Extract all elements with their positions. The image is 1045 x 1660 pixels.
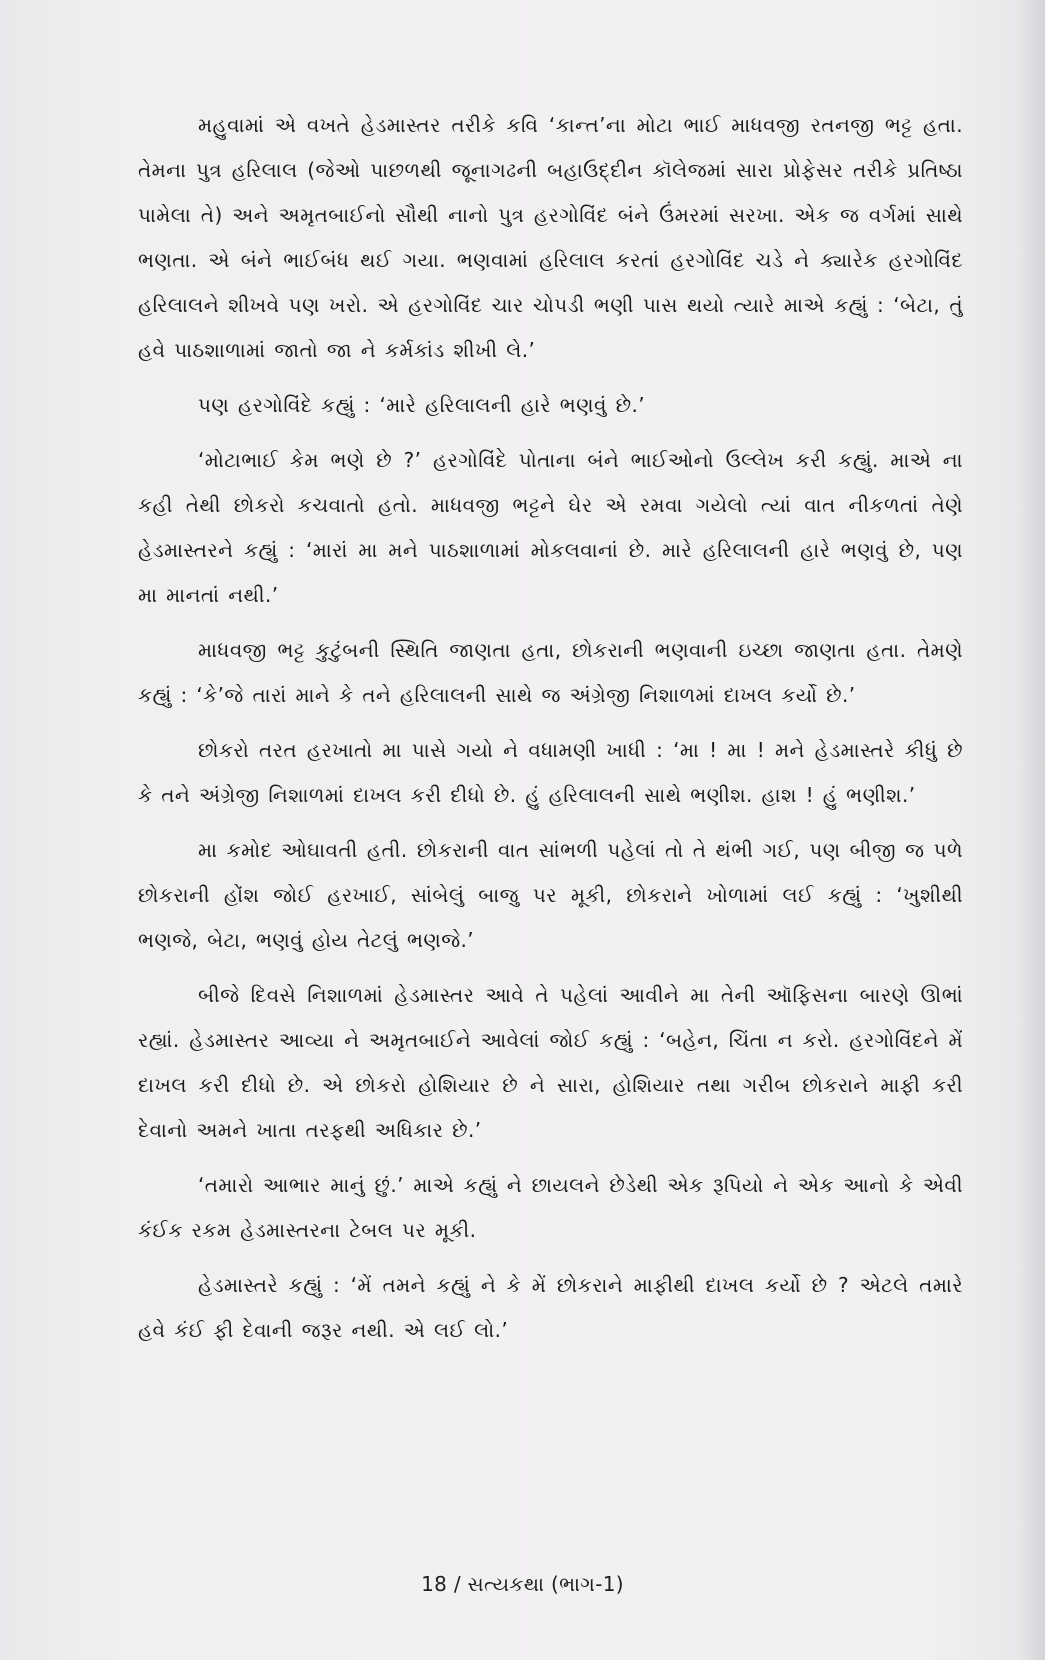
paragraph-7: બીજે દિવસે નિશાળમાં હેડમાસ્તર આવે તે પહેલાં આવીને મા તેની ઑફિસના બારણે ઊભાં રહ્યાં. હેડમાસ્તર આવ્યા ને અમૃતબાઈને આવેલાં જોઈ કહ્યું : ‘બહેન, ચિંતા ન કરો. હરગોવિંદને મેં દાખલ કરી દીધો છે. એ છોકરો હોશિયાર છે ને સારા, હોશિયાર તથા ગરીબ છોકરાને માફી કરી દેવાનો અમને ખાતા તરફથી અધિકાર છે.’ [138,983,963,1142]
body-text [138,103,963,1353]
paragraph-4: માધવજી ભટ્ટ કુટુંબની સ્થિતિ જાણતા હતા, છોકરાની ભણવાની ઇચ્છા જાણતા હતા. તેમણે કહ્યું : ‘કે’જે તારાં માને કે તને હરિલાલની સાથે જ અંગ્રેજી નિશાળમાં દાખલ કર્યો છે.’ [138,638,963,707]
paragraph-8: ‘તમારો આભાર માનું છું.’ માએ કહ્યું ને છાયલને છેડેથી એક રૂપિયો ને એક આનો કે એવી કંઈક રકમ હેડમાસ્તરના ટેબલ પર મૂકી. [138,1173,963,1242]
paragraph-5: છોકરો તરત હરખાતો મા પાસે ગયો ને વધામણી ખાધી : ‘મા ! મા ! મને હેડમાસ્તરે કીધું છે કે તને અંગ્રેજી નિશાળમાં દાખલ કરી દીધો છે. હું હરિલાલની સાથે ભણીશ. હાશ ! હું ભણીશ.’ [138,738,963,807]
page-footer: 18 / સત્યકથા (ભાગ-1) [421,1572,624,1596]
paragraph-2: પણ હરગોવિંદે કહ્યું : ‘મારે હરિલાલની હારે ભણવું છે.’ [198,393,645,417]
paragraph-9: હેડમાસ્તરે કહ્યું : ‘મેં તમને કહ્યું ને કે મેં છોકરાને માફીથી દાખલ કર્યો છે ? એટલે તમારે હવે કંઈ ફી દેવાની જરૂર નથી. એ લઈ લો.’ [138,1273,963,1342]
paragraph-3: ‘મોટાભાઈ કેમ ભણે છે ?’ હરગોવિંદે પોતાના બંને ભાઈઓનો ઉલ્લેખ કરી કહ્યું. માએ ના કહી તેથી છોકરો કચવાતો હતો. માધવજી ભટ્ટને ઘેર એ રમવા ગયેલો ત્યાં વાત નીકળતાં તેણે હેડમાસ્તરને કહ્યું : ‘મારાં મા મને પાઠશાળામાં મોકલવાનાં છે. મારે હરિલાલની હારે ભણવું છે, પણ મા માનતાં નથી.’ [138,448,963,607]
paragraph-6: મા કમોદ ઓઘાવતી હતી. છોકરાની વાત સાંભળી પહેલાં તો તે થંભી ગઈ, પણ બીજી જ પળે છોકરાની હોંશ જોઈ હરખાઈ, સાંબેલું બાજુ પર મૂકી, છોકરાને ખોળામાં લઈ કહ્યું : ‘ખુશીથી ભણજે, બેટા, ભણવું હોય તેટલું ભણજે.’ [138,838,963,952]
paragraph-1: મહુવામાં એ વખતે હેડમાસ્તર તરીકે કવિ ‘કાન્ત’ના મોટા ભાઈ માધવજી રતનજી ભટ્ટ હતા. તેમના પુત્ર હરિલાલ (જેઓ પાછળથી જૂનાગઢની બહાઉદ્દીન કૉલેજમાં સારા પ્રોફેસર તરીકે પ્રતિષ્ઠા પામેલા તે) અને અમૃતબાઈનો સૌથી નાનો પુત્ર હરગોવિંદ બંને ઉંમરમાં સરખા. એક જ વર્ગમાં સાથે ભણતા. એ બંને ભાઈબંધ થઈ ગયા. ભણવામાં હરિલાલ કરતાં હરગોવિંદ ચડે ને ક્યારેક હરગોવિંદ હરિલાલને શીખવે પણ ખરો. એ હરગોવિંદ ચાર ચોપડી ભણી પાસ થયો ત્યારે માએ કહ્યું : ‘બેટા, તું હવે પાઠશાળામાં જાતો જા ને કર્મકાંડ શીખી લે.’ [138,113,963,362]
